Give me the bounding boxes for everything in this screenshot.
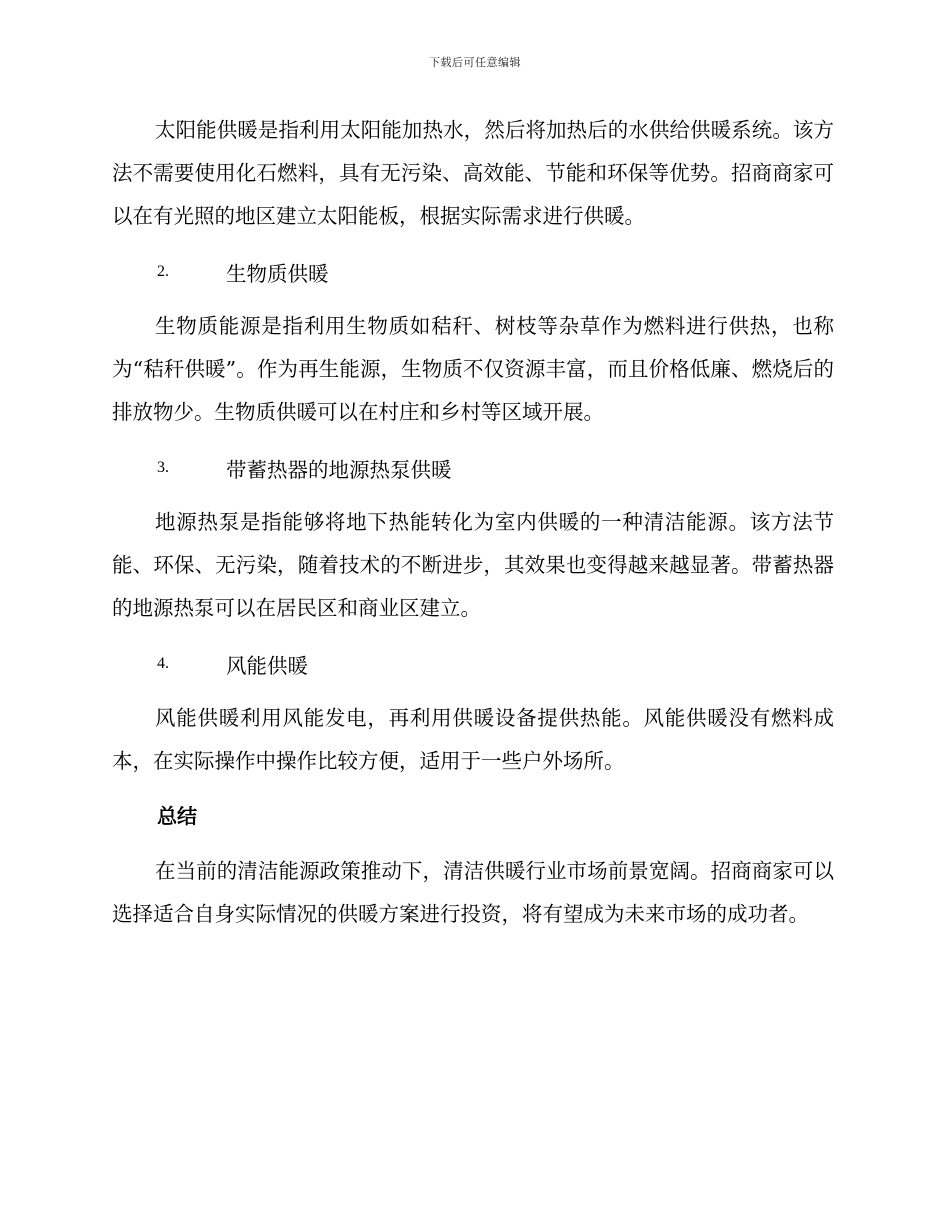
heading-title: 带蓄热器的地源热泵供暖 (226, 457, 452, 482)
summary-heading: 总结 (157, 804, 197, 828)
geothermal-heating-paragraph: 地源热泵是指能够将地下热能转化为室内供暖的一种清洁能源。该方法节能、环保、无污染，随着技术的不断进步，其效果也变得越来越显著。带蓄热器的地源热泵可以在居民区和商业区建立。 (112, 510, 834, 620)
heading-title: 风能供暖 (226, 653, 308, 678)
document-body (112, 109, 834, 948)
summary-paragraph: 在当前的清洁能源政策推动下，清洁供暖行业市场前景宽阔。招商商家可以选择适合自身实际情况的供暖方案进行投资，将有望成为未来市场的成功者。 (112, 859, 834, 926)
biomass-heating-paragraph: 生物质能源是指利用生物质如秸秆、树枝等杂草作为燃料进行供热，也称为“秸秆供暖”。作为再生能源，生物质不仅资源丰富，而且价格低廉、燃烧后的排放物少。生物质供暖可以在村庄和乡村等区域开展。 (112, 314, 834, 424)
geothermal-heating-heading (112, 446, 834, 489)
wind-heating-paragraph: 风能供暖利用风能发电，再利用供暖设备提供热能。风能供暖没有燃料成本，在实际操作中操作比较方便，适用于一些户外场所。 (112, 706, 834, 773)
heading-title: 生物质供暖 (226, 261, 329, 286)
heading-number: 2. (157, 262, 169, 280)
heading-number: 4. (157, 654, 169, 672)
solar-heating-paragraph: 太阳能供暖是指利用太阳能加热水，然后将加热后的水供给供暖系统。该方法不需要使用化石燃料，具有无污染、高效能、节能和环保等优势。招商商家可以在有光照的地区建立太阳能板，根据实际需求进行供暖。 (112, 118, 834, 228)
heading-number: 3. (157, 458, 169, 476)
biomass-heating-heading (112, 250, 834, 293)
page-header: 下载后可任意编辑 (429, 56, 521, 69)
wind-heating-heading (112, 642, 834, 685)
